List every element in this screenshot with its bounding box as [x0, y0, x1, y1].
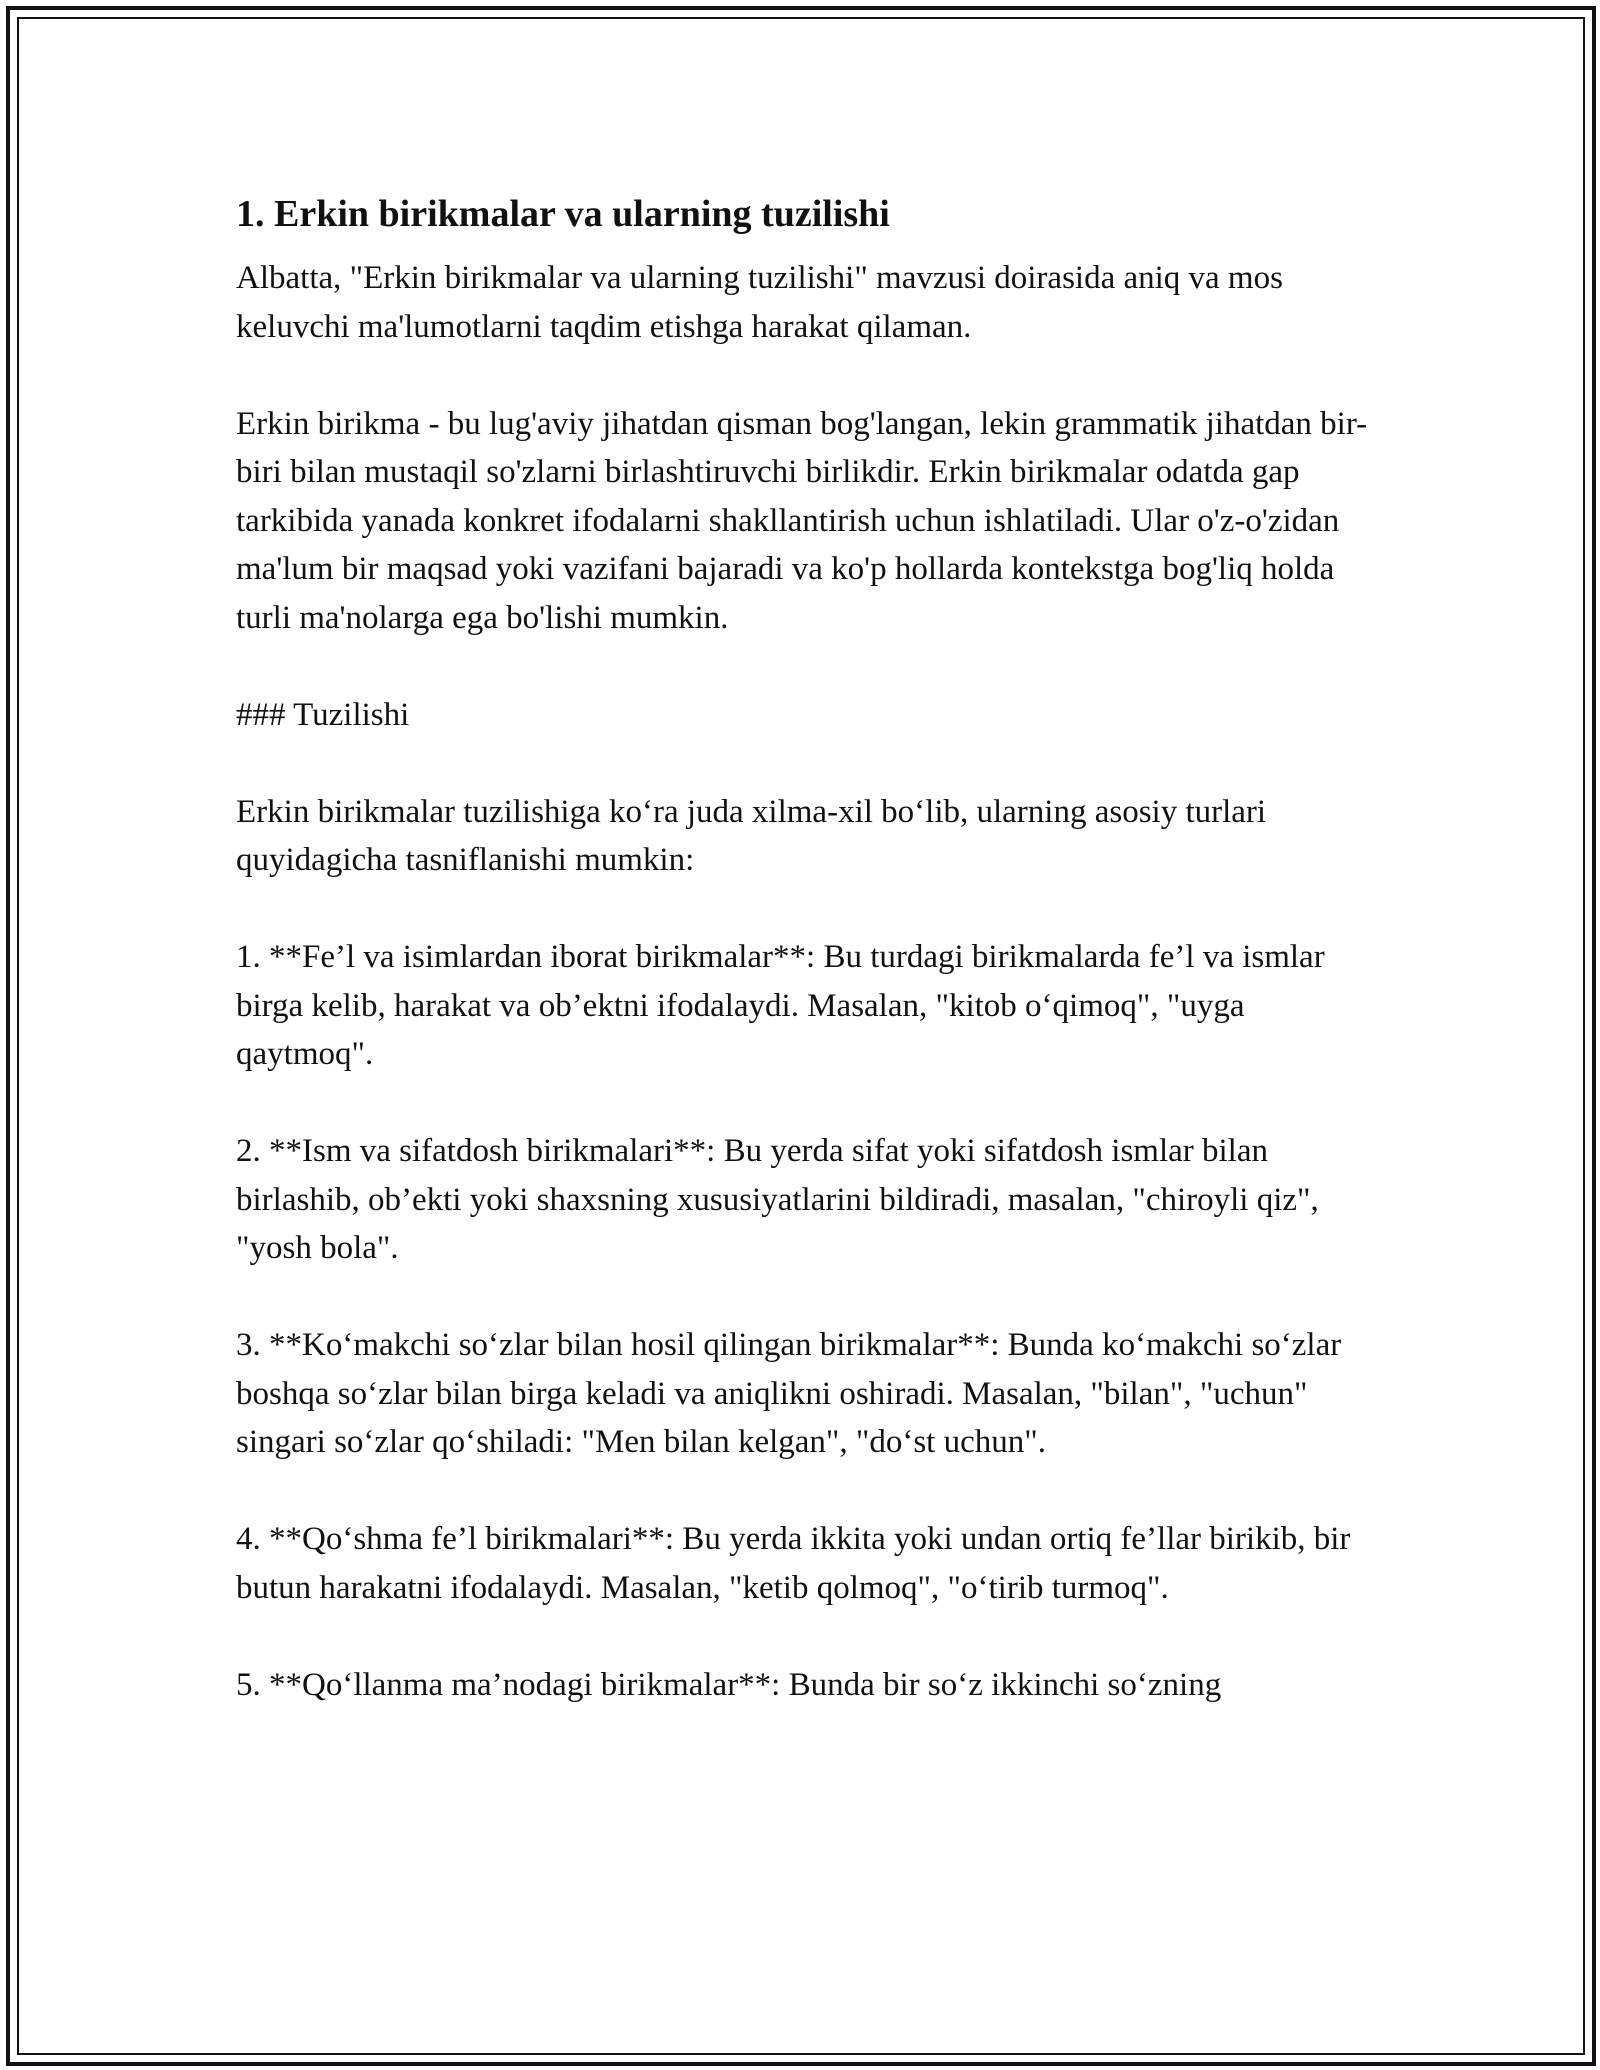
intro-paragraph: Albatta, "Erkin birikmalar va ularning tuzilishi" mavzusi doirasida aniq va mos keluvchi ma'lumotlarni taqdim etishga harakat qilaman. [236, 260, 1283, 345]
definition-paragraph: Erkin birikma - bu lug'aviy jihatdan qisman bog'langan, lekin grammatik jihatdan bir-biri bilan mustaqil so'zlarni birlashtiruvchi birlikdir. Erkin birikmalar odatda gap tarkibida yanada konkret ifodalarni shakllantirish uchun ishlatiladi. Ular o'z-o'zidan ma'lum bir maqsad yoki vazifani bajaradi va ko'p hollarda kontekstga bog'liq holda turli ma'nolarga ega bo'lishi mumkin. [236, 405, 1368, 636]
document-title: 1. Erkin birikmalar va ularning tuzilishi [236, 193, 890, 235]
list-item-2: 2. **Ism va sifatdosh birikmalari**: Bu yerda sifat yoki sifatdosh ismlar bilan birlashib, ob’ekti yoki shaxsning xususiyatlarini bildiradi, masalan, "chiroyli qiz", "yosh bola". [236, 1133, 1319, 1266]
list-item-3: 3. **Ko‘makchi so‘zlar bilan hosil qilingan birikmalar**: Bunda ko‘makchi so‘zlar boshqa so‘zlar bilan birga keladi va aniqlikni oshiradi. Masalan, "bilan", "uchun" singari so‘zlar qo‘shiladi: "Men bilan kelgan", "do‘st uchun". [236, 1327, 1342, 1460]
document-body [236, 186, 1376, 1758]
list-item-4: 4. **Qo‘shma fe’l birikmalari**: Bu yerda ikkita yoki undan ortiq fe’llar birikib, bir butun harakatni ifodalaydi. Masalan, "ketib qolmoq", "o‘tirib turmoq". [236, 1521, 1351, 1606]
list-item-1: 1. **Fe’l va isimlardan iborat birikmalar**: Bu turdagi birikmalarda fe’l va ismlar birga kelib, harakat va ob’ektni ifodalaydi. Masalan, "kitob o‘qimoq", "uyga qaytmoq". [236, 939, 1325, 1072]
section-heading-tuzilishi: ### Tuzilishi [236, 696, 410, 733]
list-item-5: 5. **Qo‘llanma ma’nodagi birikmalar**: Bunda bir so‘z ikkinchi so‘zning [236, 1666, 1222, 1703]
classification-paragraph: Erkin birikmalar tuzilishiga ko‘ra juda xilma-xil bo‘lib, ularning asosiy turlari quyidagicha tasniflanishi mumkin: [236, 793, 1267, 878]
